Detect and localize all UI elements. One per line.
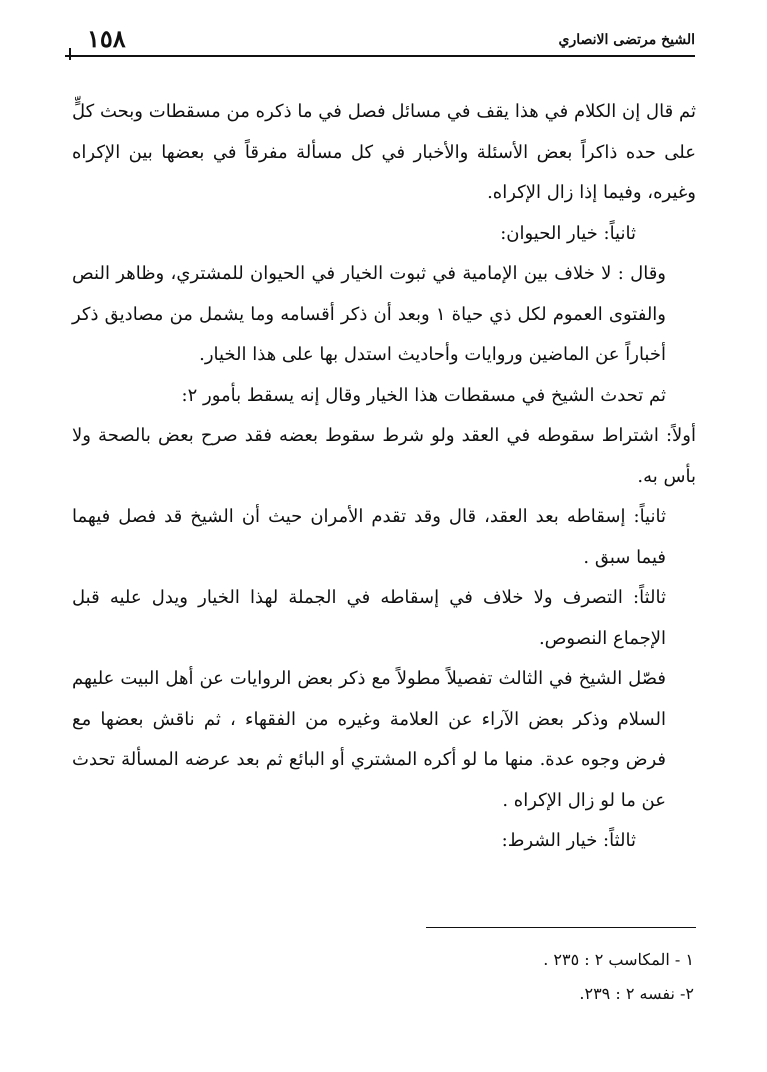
header-rule-tick <box>69 48 71 60</box>
paragraph-animal-option: وقال : لا خلاف بين الإمامية في ثبوت الخيار في الحيوان للمشتري، وظاهر النص والفتوى العموم لكل ذي حياة ١ وبعد أن ذكر أقسامه وما يشمل من مصاديق ذكر أخباراً عن الماضين وروايات وأحاديث استدل بها على هذا الخيار. <box>72 263 666 365</box>
paragraph-second-point: ثانياً: إسقاطه بعد العقد، قال وقد تقدم الأمران حيث أن الشيخ قد فصل فيهما فيما سبق . <box>72 506 666 568</box>
body-text <box>72 92 696 862</box>
heading-animal-option: ثانياً: خيار الحيوان: <box>500 222 636 244</box>
page-number: ١٥٨ <box>87 24 126 53</box>
header-rule <box>65 55 695 57</box>
paragraph-intro: ثم قال إن الكلام في هذا يقف في مسائل فصل في ما ذكره من مسقطات وبحث كلٍّ على حده ذاكراً بعض الأسئلة والأخبار في كل مسألة مفرقاً في بعضها بين الإكراه وغيره، وفيما إذا زال الإكراه. <box>72 101 696 203</box>
footnotes <box>260 943 694 1011</box>
running-title: الشيخ مرتضى الانصاري <box>558 32 695 48</box>
paragraph-first-point: أولاً: اشتراط سقوطه في العقد ولو شرط سقوط بعضه فقد صرح بعض بالصحة ولا بأس به. <box>72 425 696 487</box>
footnote-2: ٢- نفسه ٢ : ٢٣٩. <box>579 984 694 1003</box>
footnote-1: ١ - المكاسب ٢ : ٢٣٥ . <box>543 950 694 969</box>
paragraph-detail: فصّل الشيخ في الثالث تفصيلاً مطولاً مع ذكر بعض الروايات عن أهل البيت عليهم السلام وذكر بعض الآراء عن العلامة وغيره من الفقهاء ، ثم ناقش بعضها مع فرض وجوه عدة. منها ما لو أكره المشتري أو البائع ثم بعد عرضه المسألة تحدث عن ما لو زال الإكراه . <box>72 668 666 811</box>
heading-condition-option: ثالثاً: خيار الشرط: <box>501 830 636 851</box>
paragraph-annulments-intro: ثم تحدث الشيخ في مسقطات هذا الخيار وقال إنه يسقط بأمور ٢: <box>181 384 666 406</box>
paragraph-third-point: ثالثاً: التصرف ولا خلاف في إسقاطه في الجملة لهذا الخيار ويدل عليه قبل الإجماع النصوص. <box>72 587 666 649</box>
page-header <box>65 26 695 56</box>
footnote-rule <box>426 927 696 928</box>
